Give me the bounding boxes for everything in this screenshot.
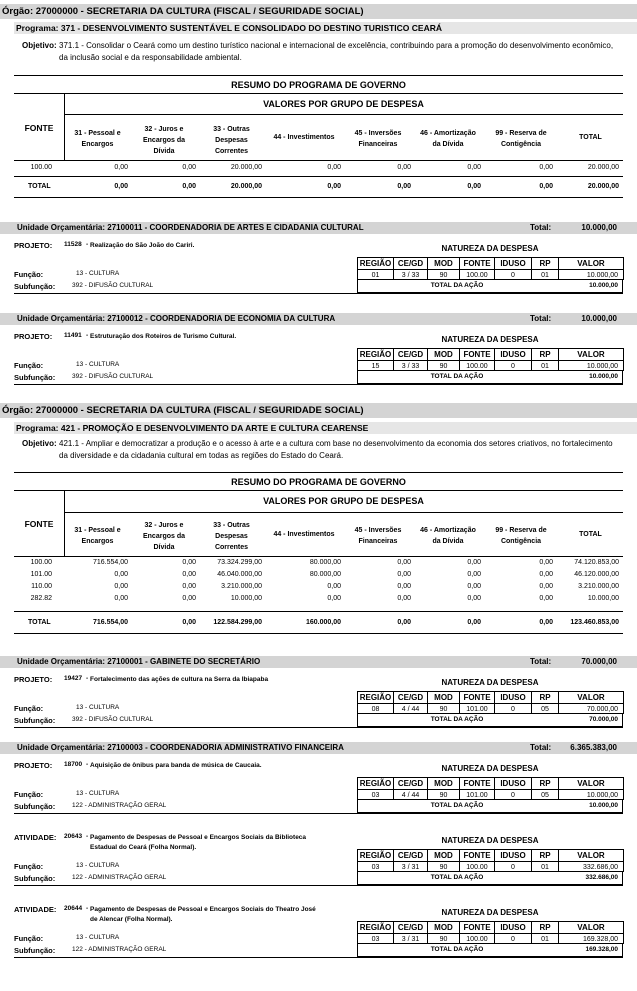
unidade-total-label: Total: <box>530 657 552 666</box>
natureza-cell-cegd: 4 / 44 <box>393 789 428 800</box>
natureza-header-fonte_col: FONTE <box>459 921 495 934</box>
unidade-total: 6.365.383,00 <box>570 743 617 752</box>
table-cell: 0,00 <box>397 583 411 590</box>
natureza-title: NATUREZA DA DESPESA <box>441 244 539 253</box>
subfuncao-value: 122 - ADMINISTRAÇÃO GERAL <box>72 802 167 809</box>
table-cell: 46.040.000,00 <box>217 571 262 578</box>
unidade-title: Unidade Orçamentária: 27100003 - COORDENADORIA ADMINISTRATIVO FINANCEIRA <box>17 743 344 752</box>
funcao-label: Função: <box>14 790 44 799</box>
unidade-total-label: Total: <box>530 314 552 323</box>
natureza-cell-valor: 169.328,00 <box>558 933 624 944</box>
table-cell: 0,00 <box>467 583 481 590</box>
total-cell: 20.000,00 <box>587 183 619 190</box>
natureza-cell-iduso: 0 <box>494 789 532 800</box>
natureza-cell-regiao: 01 <box>357 269 394 280</box>
natureza-cell-rp: 05 <box>531 789 559 800</box>
subfuncao-value: 392 - DIFUSÃO CULTURAL <box>72 373 154 380</box>
natureza-header-iduso: IDUSO <box>494 348 532 361</box>
objetivo-text-line1: 371.1 - Consolidar o Ceará como um destino turístico nacional e internacional de excelência, contribuindo para a promoção do desenvolvimento econômico, <box>59 41 614 50</box>
total-cell: 160.000,00 <box>305 619 341 626</box>
natureza-cell-valor: 10.000,00 <box>558 360 624 371</box>
unidade-total-label: Total: <box>530 743 552 752</box>
subfuncao-value: 392 - DIFUSÃO CULTURAL <box>72 716 154 723</box>
natureza-cell-regiao: 03 <box>357 861 394 872</box>
total-cell: 0,00 <box>397 183 411 190</box>
acao-name: Pagamento de Despesas de Pessoal e Encargos Sociais da Biblioteca Estadual do Ceará (Folha Normal). <box>90 834 307 851</box>
col-31: 31 - Pessoal e Encargos <box>74 527 121 545</box>
col-44: 44 - Investimentos <box>273 531 335 538</box>
natureza-cell-valor: 10.000,00 <box>558 269 624 280</box>
natureza-header-rp: RP <box>531 849 559 862</box>
total-acao-label: TOTAL DA AÇÃO <box>430 716 484 723</box>
objetivo-label: Objetivo: <box>22 439 57 448</box>
natureza-header-mod: MOD <box>427 691 460 704</box>
col-total: TOTAL <box>579 134 602 141</box>
natureza-cell-valor: 332.686,00 <box>558 861 624 872</box>
funcao-label: Função: <box>14 862 44 871</box>
table-cell: 0,00 <box>182 583 196 590</box>
table-cell: 10.000,00 <box>230 595 262 602</box>
natureza-cell-regiao: 03 <box>357 933 394 944</box>
subfuncao-label: Subfunção: <box>14 874 56 883</box>
natureza-header-mod: MOD <box>427 777 460 790</box>
natureza-title: NATUREZA DA DESPESA <box>441 908 539 917</box>
table-cell: 3.210.000,00 <box>221 583 262 590</box>
natureza-header-cegd: CE/GD <box>393 849 428 862</box>
natureza-header-mod: MOD <box>427 348 460 361</box>
natureza-cell-rp: 01 <box>531 861 559 872</box>
natureza-cell-fonte_col: 100.00 <box>459 861 495 872</box>
natureza-cell-fonte_col: 100.00 <box>459 360 495 371</box>
programa-title: Programa: 421 - PROMOÇÃO E DESENVOLVIMENTO DA ARTE E CULTURA CEARENSE <box>16 423 369 433</box>
acao-type-label: PROJETO: <box>14 675 53 684</box>
total-cell: TOTAL <box>28 183 51 190</box>
natureza-header-iduso: IDUSO <box>494 921 532 934</box>
total-acao-label: TOTAL DA AÇÃO <box>430 874 484 881</box>
natureza-header-iduso: IDUSO <box>494 849 532 862</box>
natureza-header-regiao: REGIÃO <box>357 921 394 934</box>
natureza-header-iduso: IDUSO <box>494 257 532 270</box>
orgao-header <box>0 4 637 19</box>
fonte-header: FONTE <box>24 519 54 529</box>
col-33: 33 - Outras Despesas Correntes <box>213 126 250 155</box>
table-cell: 0,00 <box>467 559 481 566</box>
natureza-cell-mod: 90 <box>427 861 460 872</box>
natureza-cell-fonte_col: 100.00 <box>459 933 495 944</box>
acao-name: Aquisição de ônibus para banda de música de Caucaia. <box>90 762 262 769</box>
table-cell: 3.210.000,00 <box>578 583 619 590</box>
total-acao-value: 10.000,00 <box>589 373 618 380</box>
natureza-header-regiao: REGIÃO <box>357 691 394 704</box>
natureza-header-fonte_col: FONTE <box>459 849 495 862</box>
programa-title: Programa: 371 - DESENVOLVIMENTO SUSTENTÁVEL E CONSOLIDADO DO DESTINO TURISTICO CEARÁ <box>16 23 443 33</box>
acao-code: 18700 <box>64 761 83 768</box>
natureza-cell-mod: 90 <box>427 789 460 800</box>
acao-dash: - <box>86 761 89 768</box>
funcao-value: 13 - CULTURA <box>76 934 120 941</box>
natureza-header-iduso: IDUSO <box>494 777 532 790</box>
table-cell: 0,00 <box>539 559 553 566</box>
natureza-cell-rp: 01 <box>531 269 559 280</box>
total-cell: 0,00 <box>182 619 196 626</box>
natureza-cell-valor: 10.000,00 <box>558 789 624 800</box>
table-cell: 0,00 <box>397 595 411 602</box>
col-44: 44 - Investimentos <box>273 134 335 141</box>
subfuncao-value: 122 - ADMINISTRAÇÃO GERAL <box>72 874 167 881</box>
table-cell: 0,00 <box>114 571 128 578</box>
col-32: 32 - Juros e Encargos da Dívida <box>142 522 185 551</box>
acao-type-label: PROJETO: <box>14 761 53 770</box>
funcao-value: 13 - CULTURA <box>76 704 120 711</box>
funcao-value: 13 - CULTURA <box>76 862 120 869</box>
total-cell: 0,00 <box>327 183 341 190</box>
col-46: 46 - Amortização da Dívida <box>420 527 476 545</box>
natureza-cell-cegd: 3 / 31 <box>393 861 428 872</box>
total-cell: 0,00 <box>539 183 553 190</box>
total-acao-label: TOTAL DA AÇÃO <box>430 802 484 809</box>
acao-code: 19427 <box>64 675 83 682</box>
col-45: 45 - Inversões Financeiras <box>354 527 402 545</box>
funcao-label: Função: <box>14 934 44 943</box>
funcao-label: Função: <box>14 270 44 279</box>
natureza-header-mod: MOD <box>427 849 460 862</box>
acao-type-label: ATIVIDADE: <box>14 905 57 914</box>
natureza-header-rp: RP <box>531 777 559 790</box>
funcao-value: 13 - CULTURA <box>76 361 120 368</box>
orgao-header-2 <box>0 403 637 418</box>
table-cell: 0,00 <box>182 164 196 171</box>
total-acao-label: TOTAL DA AÇÃO <box>430 946 484 953</box>
natureza-header-fonte_col: FONTE <box>459 257 495 270</box>
unidade-total: 10.000,00 <box>581 223 617 232</box>
total-acao-value: 10.000,00 <box>589 282 618 289</box>
objetivo-text-line1: 421.1 - Ampliar e democratizar a produção e o acesso à arte e a cultura com base no desenvolvimento da economia dos setores criativos, no fortalecimento <box>59 439 613 448</box>
acao-dash: - <box>86 675 89 682</box>
col-33: 33 - Outras Despesas Correntes <box>213 522 250 551</box>
natureza-cell-iduso: 0 <box>494 703 532 714</box>
funcao-label: Função: <box>14 704 44 713</box>
natureza-title: NATUREZA DA DESPESA <box>441 335 539 344</box>
unidade-total: 10.000,00 <box>581 314 617 323</box>
objetivo-text-line2: da diversidade e da cidadania cultural em todas as regiões do Estado do Ceará. <box>59 451 344 460</box>
total-acao-value: 10.000,00 <box>589 802 618 809</box>
funcao-label: Função: <box>14 361 44 370</box>
natureza-cell-rp: 01 <box>531 360 559 371</box>
subfuncao-label: Subfunção: <box>14 716 56 725</box>
total-cell: 716.554,00 <box>92 619 128 626</box>
acao-code: 11528 <box>64 241 82 248</box>
natureza-cell-mod: 90 <box>427 269 460 280</box>
natureza-cell-iduso: 0 <box>494 861 532 872</box>
total-cell: 0,00 <box>182 183 196 190</box>
table-cell: 80.000,00 <box>309 571 341 578</box>
natureza-cell-fonte_col: 101.00 <box>459 789 495 800</box>
natureza-cell-mod: 90 <box>427 360 460 371</box>
natureza-header-valor: VALOR <box>558 691 624 704</box>
natureza-header-valor: VALOR <box>558 257 624 270</box>
table-cell: 73.324.299,00 <box>217 559 262 566</box>
natureza-header-mod: MOD <box>427 921 460 934</box>
natureza-header-cegd: CE/GD <box>393 777 428 790</box>
subfuncao-value: 122 - ADMINISTRAÇÃO GERAL <box>72 946 167 953</box>
natureza-header-iduso: IDUSO <box>494 691 532 704</box>
natureza-header-regiao: REGIÃO <box>357 849 394 862</box>
col-99: 99 - Reserva de Contigência <box>495 130 547 148</box>
table-cell: 20.000,00 <box>587 164 619 171</box>
table-cell: 101.00 <box>30 571 52 578</box>
natureza-cell-iduso: 0 <box>494 933 532 944</box>
natureza-cell-rp: 05 <box>531 703 559 714</box>
natureza-header-mod: MOD <box>427 257 460 270</box>
total-acao-label: TOTAL DA AÇÃO <box>430 373 484 380</box>
natureza-cell-fonte_col: 101.00 <box>459 703 495 714</box>
total-cell: 0,00 <box>539 619 553 626</box>
table-cell: 0,00 <box>182 595 196 602</box>
unidade-header-3 <box>0 656 637 668</box>
acao-name: Fortalecimento das ações de cultura na Serra da Ibiapaba <box>90 676 269 683</box>
natureza-cell-mod: 90 <box>427 703 460 714</box>
orgao-title: Órgão: 27000000 - SECRETARIA DA CULTURA (FISCAL / SEGURIDADE SOCIAL) <box>2 405 364 416</box>
natureza-header-rp: RP <box>531 257 559 270</box>
col-31: 31 - Pessoal e Encargos <box>74 130 121 148</box>
total-acao-value: 169.328,00 <box>585 946 618 953</box>
acao-name: Estruturação dos Roteiros de Turismo Cultural. <box>90 333 237 340</box>
unidade-title: Unidade Orçamentária: 27100011 - COORDENADORIA DE ARTES E CIDADANIA CULTURAL <box>17 223 364 232</box>
table-cell: 0,00 <box>467 595 481 602</box>
resumo-title: RESUMO DO PROGRAMA DE GOVERNO <box>231 80 406 90</box>
table-cell: 0,00 <box>182 559 196 566</box>
subfuncao-label: Subfunção: <box>14 373 56 382</box>
natureza-cell-valor: 70.000,00 <box>558 703 624 714</box>
table-cell: 0,00 <box>114 583 128 590</box>
natureza-header-valor: VALOR <box>558 921 624 934</box>
natureza-header-rp: RP <box>531 348 559 361</box>
col-46: 46 - Amortização da Dívida <box>420 130 476 148</box>
acao-name: Realização do São João do Cariri. <box>90 242 195 249</box>
table-cell: 0,00 <box>114 164 128 171</box>
subfuncao-label: Subfunção: <box>14 802 56 811</box>
table-cell: 10.000,00 <box>587 595 619 602</box>
subfuncao-label: Subfunção: <box>14 282 56 291</box>
natureza-header-cegd: CE/GD <box>393 921 428 934</box>
table-cell: 100.00 <box>30 164 52 171</box>
total-cell: 0,00 <box>467 619 481 626</box>
total-cell: TOTAL <box>28 619 51 626</box>
natureza-header-cegd: CE/GD <box>393 348 428 361</box>
table-cell: 0,00 <box>182 571 196 578</box>
table-cell: 80.000,00 <box>309 559 341 566</box>
natureza-cell-rp: 01 <box>531 933 559 944</box>
objetivo-text-line2: da inclusão social e da responsabilidade ambiental. <box>59 53 242 62</box>
natureza-header-valor: VALOR <box>558 777 624 790</box>
natureza-cell-iduso: 0 <box>494 360 532 371</box>
col-45: 45 - Inversões Financeiras <box>354 130 402 148</box>
natureza-cell-mod: 90 <box>427 933 460 944</box>
unidade-header-2 <box>0 313 637 325</box>
natureza-header-fonte_col: FONTE <box>459 348 495 361</box>
natureza-cell-iduso: 0 <box>494 269 532 280</box>
table-cell: 0,00 <box>327 164 341 171</box>
natureza-cell-cegd: 3 / 33 <box>393 269 428 280</box>
table-cell: 0,00 <box>397 571 411 578</box>
table-cell: 110.00 <box>31 583 52 590</box>
natureza-header-rp: RP <box>531 691 559 704</box>
natureza-title: NATUREZA DA DESPESA <box>441 678 539 687</box>
acao-dash: - <box>86 241 89 248</box>
subfuncao-value: 392 - DIFUSÃO CULTURAL <box>72 282 154 289</box>
col-99: 99 - Reserva de Contigência <box>495 527 547 545</box>
programa-header-2 <box>14 422 637 434</box>
valores-title: VALORES POR GRUPO DE DESPESA <box>263 99 424 109</box>
total-cell: 123.460.853,00 <box>570 619 619 626</box>
natureza-cell-regiao: 03 <box>357 789 394 800</box>
table-cell: 282.82 <box>30 595 52 602</box>
total-acao-label: TOTAL DA AÇÃO <box>430 282 484 289</box>
total-cell: 20.000,00 <box>230 183 262 190</box>
natureza-cell-cegd: 3 / 31 <box>393 933 428 944</box>
table-cell: 20.000,00 <box>230 164 262 171</box>
acao-dash: - <box>86 332 89 339</box>
acao-code: 20643 <box>64 833 83 840</box>
table-cell: 100.00 <box>30 559 52 566</box>
natureza-header-fonte_col: FONTE <box>459 777 495 790</box>
table-cell: 0,00 <box>467 164 481 171</box>
table-cell: 0,00 <box>397 164 411 171</box>
table-cell: 74.120.853,00 <box>574 559 619 566</box>
orgao-title: Órgão: 27000000 - SECRETARIA DA CULTURA (FISCAL / SEGURIDADE SOCIAL) <box>2 6 364 17</box>
total-cell: 0,00 <box>114 183 128 190</box>
unidade-total: 70.000,00 <box>581 657 617 666</box>
natureza-header-regiao: REGIÃO <box>357 257 394 270</box>
acao-code: 11491 <box>64 332 82 339</box>
table-cell: 0,00 <box>539 583 553 590</box>
natureza-header-regiao: REGIÃO <box>357 777 394 790</box>
unidade-header-4 <box>0 742 637 754</box>
acao-code: 20644 <box>64 905 83 912</box>
natureza-cell-regiao: 08 <box>357 703 394 714</box>
subfuncao-label: Subfunção: <box>14 946 56 955</box>
total-cell: 122.584.299,00 <box>213 619 262 626</box>
natureza-header-rp: RP <box>531 921 559 934</box>
natureza-header-valor: VALOR <box>558 348 624 361</box>
natureza-header-cegd: CE/GD <box>393 691 428 704</box>
acao-dash: - <box>86 905 89 912</box>
acao-dash: - <box>86 833 89 840</box>
programa-header <box>14 22 637 34</box>
natureza-header-cegd: CE/GD <box>393 257 428 270</box>
funcao-value: 13 - CULTURA <box>76 270 120 277</box>
acao-name: Pagamento de Despesas de Pessoal e Encargos Sociais do Theatro José de Alencar (Folha Normal). <box>90 906 316 923</box>
total-cell: 0,00 <box>397 619 411 626</box>
fonte-header: FONTE <box>24 123 54 133</box>
acao-type-label: PROJETO: <box>14 241 53 250</box>
natureza-header-fonte_col: FONTE <box>459 691 495 704</box>
table-cell: 0,00 <box>114 595 128 602</box>
unidade-total-label: Total: <box>530 223 552 232</box>
table-cell: 0,00 <box>397 559 411 566</box>
unidade-title: Unidade Orçamentária: 27100012 - COORDENADORIA DE ECONOMIA DA CULTURA <box>17 314 336 323</box>
col-total: TOTAL <box>579 531 602 538</box>
table-cell: 0,00 <box>467 571 481 578</box>
acao-type-label: PROJETO: <box>14 332 53 341</box>
table-cell: 0,00 <box>327 595 341 602</box>
acao-type-label: ATIVIDADE: <box>14 833 57 842</box>
col-32: 32 - Juros e Encargos da Dívida <box>142 126 185 155</box>
natureza-title: NATUREZA DA DESPESA <box>441 836 539 845</box>
table-cell: 0,00 <box>539 164 553 171</box>
table-cell: 46.120.000,00 <box>574 571 619 578</box>
total-cell: 0,00 <box>467 183 481 190</box>
resumo-title: RESUMO DO PROGRAMA DE GOVERNO <box>231 477 406 487</box>
table-cell: 0,00 <box>539 571 553 578</box>
natureza-header-valor: VALOR <box>558 849 624 862</box>
unidade-header-1 <box>0 222 637 234</box>
natureza-cell-regiao: 15 <box>357 360 394 371</box>
natureza-title: NATUREZA DA DESPESA <box>441 764 539 773</box>
natureza-cell-fonte_col: 100.00 <box>459 269 495 280</box>
unidade-title: Unidade Orçamentária: 27100001 - GABINETE DO SECRETÁRIO <box>17 657 261 666</box>
natureza-cell-cegd: 4 / 44 <box>393 703 428 714</box>
table-cell: 0,00 <box>539 595 553 602</box>
funcao-value: 13 - CULTURA <box>76 790 120 797</box>
table-cell: 716.554,00 <box>92 559 128 566</box>
total-acao-value: 70.000,00 <box>589 716 618 723</box>
natureza-cell-cegd: 3 / 33 <box>393 360 428 371</box>
table-cell: 0,00 <box>327 583 341 590</box>
valores-title: VALORES POR GRUPO DE DESPESA <box>263 496 424 506</box>
total-acao-value: 332.686,00 <box>585 874 618 881</box>
natureza-header-regiao: REGIÃO <box>357 348 394 361</box>
objetivo-label: Objetivo: <box>22 41 57 50</box>
